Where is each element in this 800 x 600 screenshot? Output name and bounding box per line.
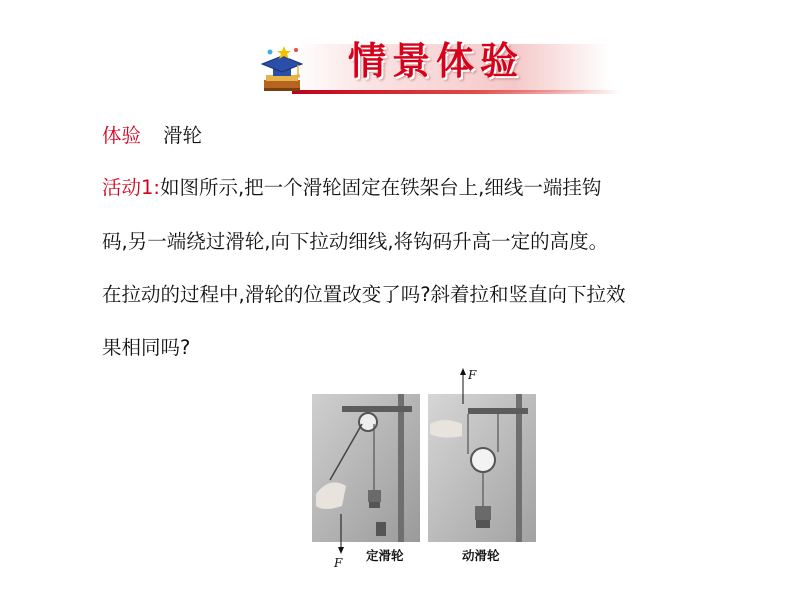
title-underline (292, 90, 622, 94)
experience-line (102, 123, 202, 149)
movable-pulley-photo (428, 394, 536, 542)
activity-line-1 (102, 175, 601, 201)
activity-line-3: 在拉动的过程中,滑轮的位置改变了吗?斜着拉和竖直向下拉效 (102, 283, 626, 306)
force-arrow-up-icon (458, 368, 468, 404)
activity-text-1: 如图所示,把一个滑轮固定在铁架台上,细线一端挂钩 (159, 176, 602, 199)
slide-header (0, 0, 800, 110)
activity-line-4: 果相同吗? (102, 336, 191, 359)
page-title: 情景体验 (348, 38, 525, 83)
fixed-pulley-photo (312, 394, 420, 542)
experience-label: 体验 (102, 124, 142, 147)
fixed-pulley-caption: 定滑轮 (366, 548, 404, 563)
force-label-right: F (468, 368, 477, 382)
force-arrow-down-icon (336, 514, 346, 554)
force-label-left: F (334, 556, 343, 570)
activity-line-2: 码,另一端绕过滑轮,向下拉动细线,将钩码升高一定的高度。 (102, 230, 609, 253)
pulley-figure (310, 368, 542, 578)
movable-pulley-caption: 动滑轮 (462, 548, 500, 563)
experience-topic: 滑轮 (163, 124, 203, 147)
activity-label: 活动1: (102, 176, 160, 199)
graduation-cap-book-icon (258, 42, 306, 96)
